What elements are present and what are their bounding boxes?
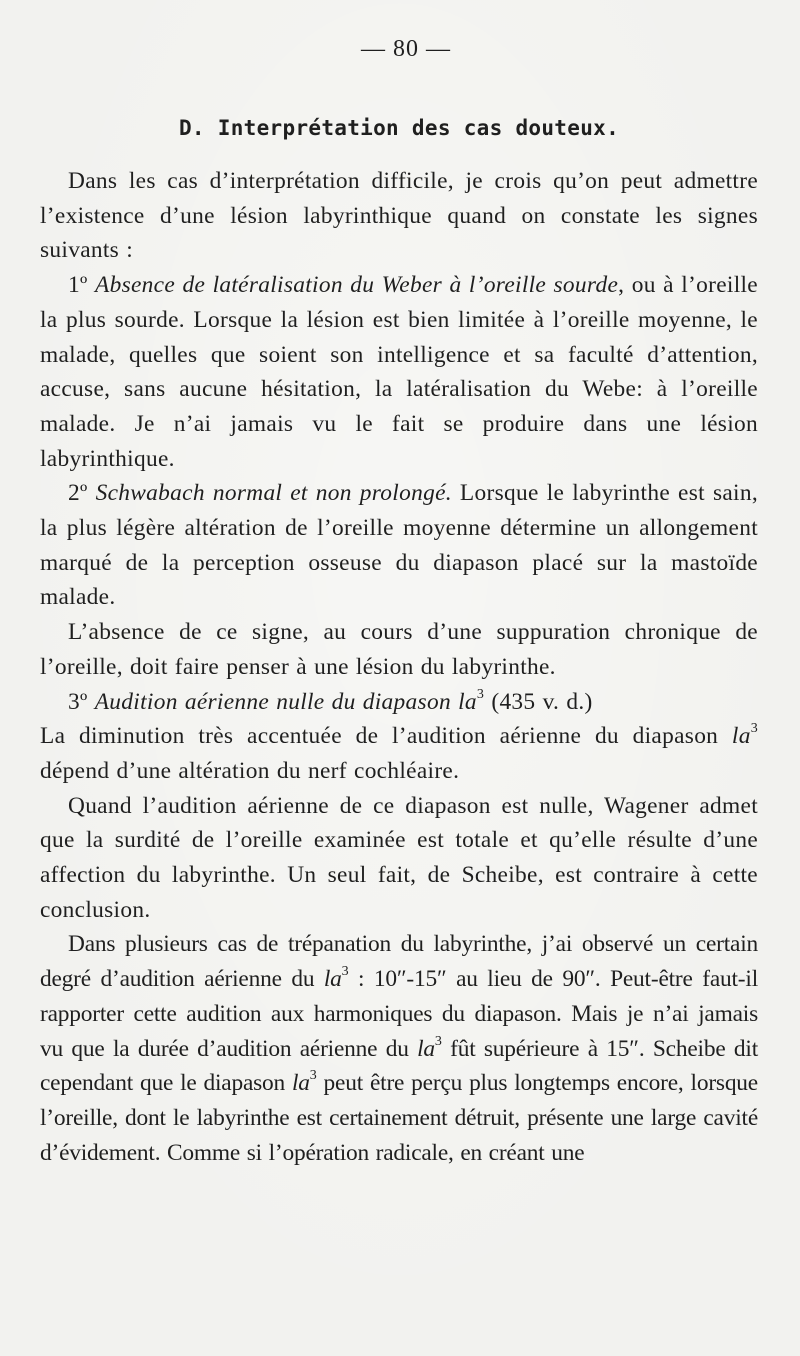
sign-2-body: Lorsque le labyrinthe est sain, la plus légère altération de l’oreille moyenne détermine un allongement marqué de la perception osseuse du diapason placé sur la mastoïde malade. xyxy=(40,480,758,611)
trepanation-text-d: peut être perçu plus longtemps encore, lorsque l’oreille, dont le labyrinthe est certainement détruit, présente une large cavité d’évidement. Comme si l’opération radicale, en créant une xyxy=(40,1070,758,1166)
paragraph-trepanation xyxy=(40,927,758,1170)
trepanation-text-a: Dans plusieurs cas de trépanation du labyrinthe, j’ai observé un certain degré d’audition aérienne du xyxy=(40,931,758,993)
sign-3-heading: Audition aérienne nulle du diapason la xyxy=(94,688,477,715)
trepanation-superscript-2: 3 xyxy=(434,1033,442,1049)
paragraph-diminution xyxy=(40,719,758,788)
trepanation-text-b: : 10″-15″ au lieu de 90″. Peut-être faut-il rapporter cette audition aux harmoniques du diapason. Mais je n’ai jamais vu que la durée d’audition aérienne du xyxy=(40,966,758,1062)
sign-2-number: 2º xyxy=(68,480,88,507)
diminution-note: la xyxy=(731,723,751,750)
paragraph-sign-2 xyxy=(40,476,758,615)
sign-3-number: 3º xyxy=(68,688,88,715)
sign-1-heading: Absence de latéralisation du Weber à l’oreille sourde xyxy=(95,272,619,299)
sign-3-frequency: (435 v. d.) xyxy=(484,688,593,715)
diminution-text-b: dépend d’une altération du nerf cochléaire. xyxy=(40,757,460,784)
trepanation-text-c: fût supérieure à 15″. Scheibe dit cependant que le diapason xyxy=(40,1035,758,1097)
page-number: — 80 — xyxy=(361,36,451,62)
sign-1-body: , ou à l’oreille la plus sourde. Lorsque la lésion est bien limitée à l’oreille moyenne, le malade, quelles que soient son intelligence et sa faculté d’attention, accuse, sans aucune hésitation, la latéralisation du Webe: à l’oreille malade. Je n’ai jamais vu le fait se produire dans une lésion labyrinthique. xyxy=(40,272,758,472)
paragraph-intro: Dans les cas d’interprétation difficile, je crois qu’on peut admettre l’existence d’une lésion labyrinthique quand on constate les signes suivants : xyxy=(40,168,758,264)
diminution-text-a: La diminution très accentuée de l’audition aérienne du diapason xyxy=(40,723,732,750)
trepanation-superscript-1: 3 xyxy=(341,964,349,980)
trepanation-note-2: la xyxy=(417,1035,435,1062)
section-title: D. Interprétation des cas douteux. xyxy=(178,116,620,140)
trepanation-note-1: la xyxy=(323,966,342,993)
sign-2-heading: Schwabach normal et non prolongé. xyxy=(95,480,452,507)
paragraph-wagener: Quand l’audition aérienne de ce diapason est nulle, Wagener admet que la surdité de l’oreille examinée est totale et qu’elle résulte d’une affection du labyrinthe. Un seul fait, de Scheibe, est contraire à cette conclusion. xyxy=(40,792,758,923)
sign-3-superscript: 3 xyxy=(476,686,485,702)
paragraph-sign-1 xyxy=(40,268,758,476)
trepanation-superscript-3: 3 xyxy=(309,1068,317,1084)
paragraph-absence: L’absence de ce signe, au cours d’une suppuration chronique de l’oreille, doit faire penser à une lésion du labyrinthe. xyxy=(40,619,758,680)
diminution-superscript: 3 xyxy=(750,721,758,737)
trepanation-note-3: la xyxy=(292,1070,310,1097)
sign-1-number: 1º xyxy=(68,272,88,299)
paragraph-sign-3 xyxy=(40,685,758,720)
